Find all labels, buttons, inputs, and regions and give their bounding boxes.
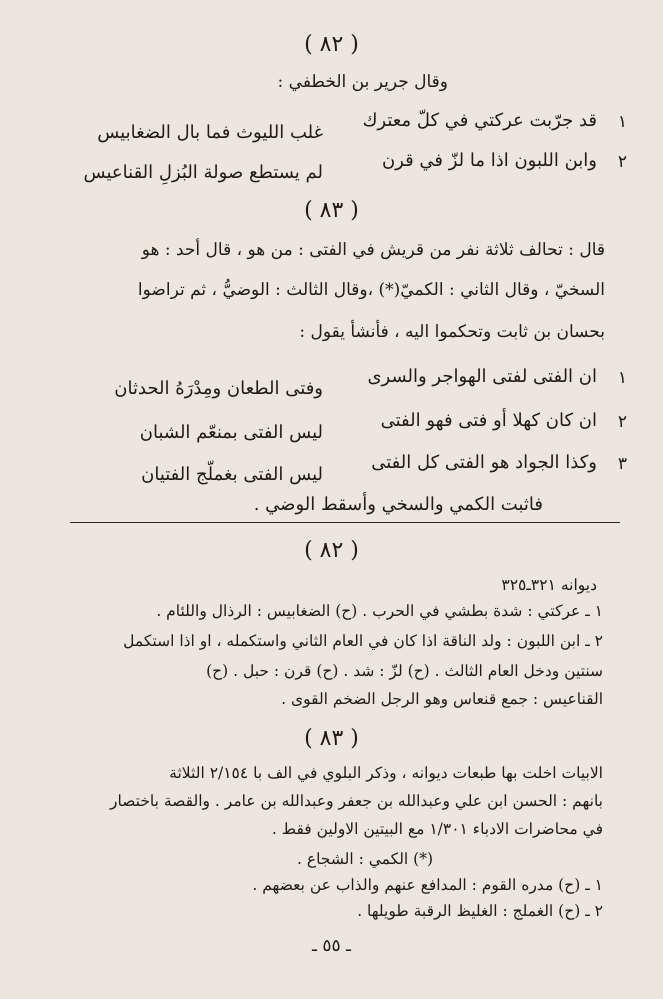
verse-hemistich-first: وكذا الجواد هو الفتى كل الفتى <box>371 452 597 473</box>
footnote-star: (*) الكمي : الشجاع . <box>296 850 433 868</box>
footnote-line: القناعيس : جمع قنعاس وهو الرجل الضخم القوى . <box>281 690 603 708</box>
footnote-line: بانهم : الحسن ابن علي وعبدالله بن جعفر وعبدالله بن عامر . والقصة باختصار <box>110 792 603 810</box>
footnote-line: ١ ـ (ح) مدره القوم : المدافع عنهم والذاب عن بعضهم . <box>252 876 603 894</box>
verse-hemistich-second: ليس الفتى بمنعّم الشبان <box>139 422 323 443</box>
poem-83-closing: فاثبت الكمي والسخي وأسقط الوضي . <box>253 494 543 515</box>
verse-number: ٢ <box>617 152 627 172</box>
verse-hemistich-second: وفتى الطعان ومِدْرَهُ الحدثان <box>114 378 323 399</box>
notes-83-title: ( ٨٣ ) <box>304 726 359 751</box>
footnote-line: ٢ ـ ابن اللبون : ولد الناقة اذا كان في العام الثاني واستكمله ، او اذا استكمل <box>123 632 603 650</box>
verse-number: ١ <box>617 368 627 388</box>
verse-hemistich-first: قد جرّبت عركتي في كلّ معترك <box>362 110 597 131</box>
poem-83-prose-line: السخيّ ، وقال الثاني : الكميّ(*) ،وقال الثالث : الوضيُّ ، ثم تراضوا <box>137 280 605 300</box>
verse-hemistich-first: ان الفتى لفتى الهواجر والسرى <box>367 366 597 387</box>
poem-82-title: ( ٨٢ ) <box>304 32 359 57</box>
footnote-line: ٢ ـ (ح) الغملج : الغليظ الرقبة طويلها . <box>357 902 603 920</box>
verse-hemistich-second: غلب الليوث فما بال الضغابيس <box>97 122 323 143</box>
footnote-line: ١ ـ عركتي : شدة بطشي في الحرب . (ح) الضغابيس : الرذال واللئام . <box>156 602 603 620</box>
footnote-line: الابيات اخلت بها طبعات ديوانه ، وذكر البلوي في الف با ٢/١٥٤ الثلاثة <box>169 764 603 782</box>
verse-number: ٣ <box>617 454 627 474</box>
poem-82-intro: وقال جرير بن الخطفي : <box>277 72 448 92</box>
footnote-line: سنتين ودخل العام الثالث . (ح) لزّ : شد . (ح) قرن : حبل . (ح) <box>206 662 603 680</box>
verse-hemistich-first: ان كان كهلا أو فتى فهو الفتى <box>380 410 597 431</box>
verse-number: ١ <box>617 112 627 132</box>
poem-83-prose-line: بحسان بن ثابت وتحكموا اليه ، فأنشأ يقول : <box>299 322 605 342</box>
poem-83-title: ( ٨٣ ) <box>304 198 359 223</box>
verse-hemistich-second: لم يستطع صولة البُزلِ القناعيس <box>83 162 323 183</box>
footnote-line: في محاضرات الادباء ١/٣٠١ مع البيتين الاولين فقط . <box>271 820 603 838</box>
verse-hemistich-second: ليس الفتى بغملّج الفتيان <box>141 464 323 485</box>
notes-82-ref: ديوانه ٣٢١ـ٣٢٥ <box>501 576 597 594</box>
page-number: ـ ٥٥ ـ <box>311 936 352 956</box>
verse-hemistich-first: وابن اللبون اذا ما لزّ في قرن <box>381 150 597 171</box>
verse-number: ٢ <box>617 412 627 432</box>
notes-82-title: ( ٨٢ ) <box>304 538 359 563</box>
footnote-divider <box>70 522 620 523</box>
poem-83-prose-line: قال : تحالف ثلاثة نفر من قريش في الفتى : من هو ، قال أحد : هو <box>141 240 605 260</box>
